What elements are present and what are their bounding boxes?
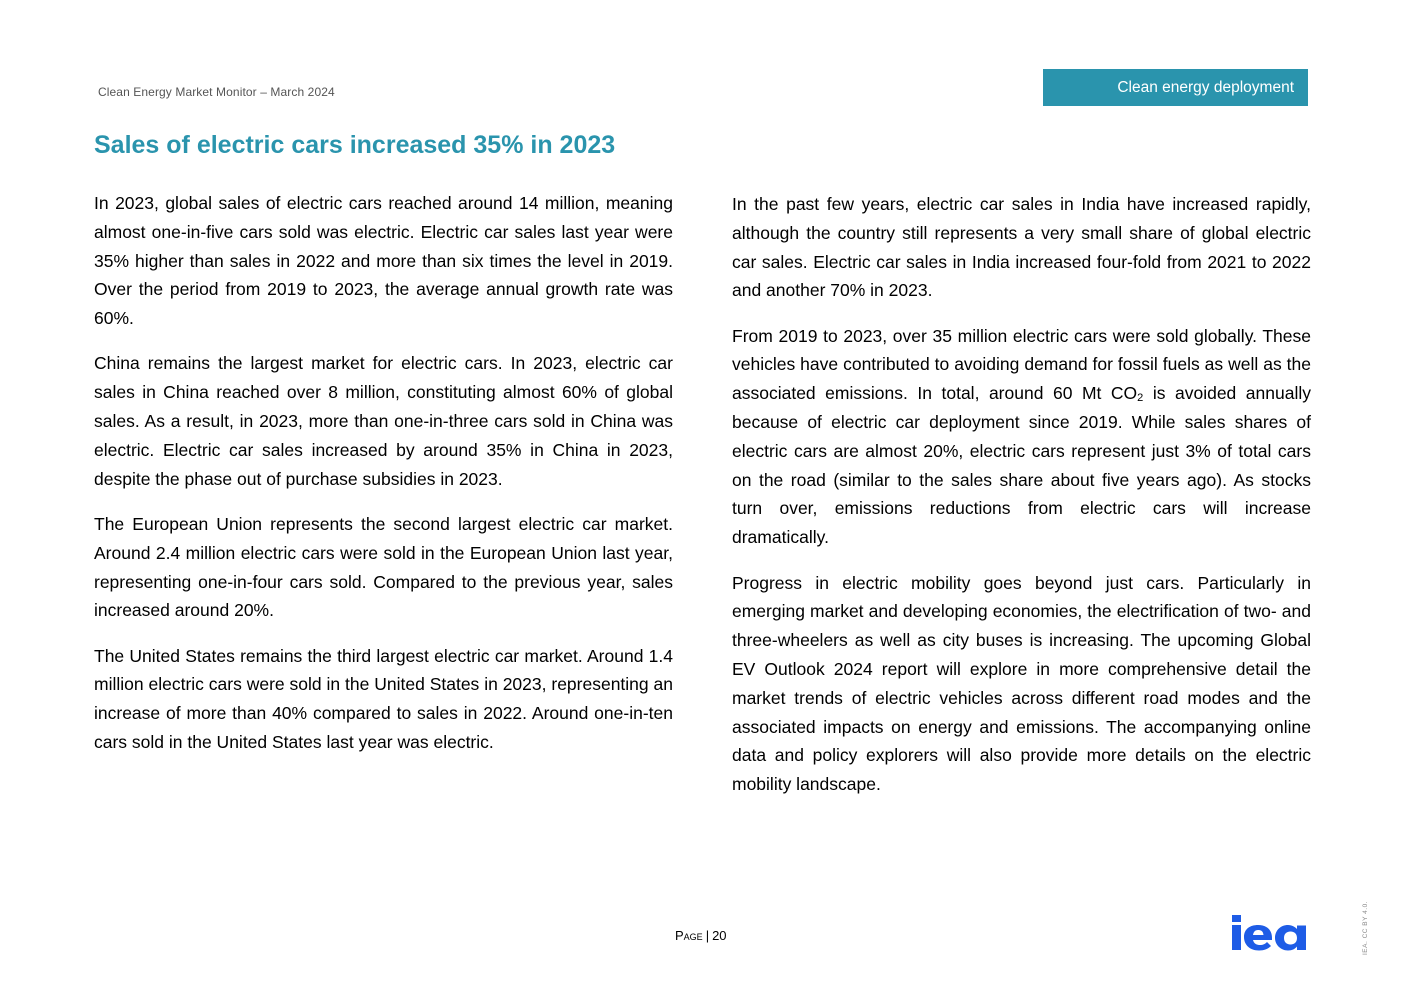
paragraph: China remains the largest market for electric cars. In 2023, electric car sales in China reached over 8 million, constituting almost 60% of global sales. As a result, in 2023, more than one-in-three cars sold in China was electric. Electric car sales increased by around 35% in China in 2023, despite the phase out of purchase subsidies in 2023. bbox=[94, 353, 673, 489]
paragraph: The European Union represents the second largest electric car market. Around 2.4 million electric cars were sold in the European Union last year, representing one-in-four cars sold. Compared to the previous year, sales increased around 20%. bbox=[94, 513, 673, 621]
section-tab-label: Clean energy deployment bbox=[1117, 78, 1294, 96]
page-label: Page bbox=[675, 928, 703, 943]
right-column bbox=[732, 190, 1311, 815]
paragraph-text: is avoided annually because of electric car deployment since 2019. While sales shares of electric cars are almost 20%, electric cars represent just 3% of total cars on the road (similar to the sales share about five years ago). As stocks turn over, emissions reductions from electric cars will increase dramatically. bbox=[732, 383, 1311, 548]
paragraph-emissions bbox=[732, 322, 1311, 552]
license-note: IEA. CC BY 4.0. bbox=[1362, 901, 1369, 955]
page-separator: | bbox=[705, 928, 710, 943]
paragraph: In 2023, global sales of electric cars reached around 14 million, meaning almost one-in-five cars sold was electric. Electric car sales last year were 35% higher than sales in 2022 and more than six times the level in 2019. Over the period from 2019 to 2023, the average annual growth rate was 60%. bbox=[94, 193, 673, 329]
page-number bbox=[675, 928, 727, 943]
left-column bbox=[94, 189, 673, 773]
paragraph-text: From 2019 to 2023, over 35 million electric cars were sold globally. These vehicles have contributed to avoiding demand for fossil fuels as well as the associated emissions. In total, around 60 Mt CO bbox=[732, 325, 1311, 404]
page-number-value: 20 bbox=[712, 928, 727, 943]
paragraph: Progress in electric mobility goes beyond just cars. Particularly in emerging market and developing economies, the electrification of two- and three-wheelers as well as city buses is increasing. The upcoming Global EV Outlook 2024 report will explore in more comprehensive detail the market trends of electric vehicles across different road modes and the associated impacts on energy and emissions. The accompanying online data and policy explorers will also provide more details on the electric mobility landscape. bbox=[732, 572, 1311, 795]
section-tab bbox=[1043, 69, 1308, 106]
paragraph: The United States remains the third largest electric car market. Around 1.4 million electric cars were sold in the United States in 2023, representing an increase of more than 40% compared to sales in 2022. Around one-in-ten cars sold in the United States last year was electric. bbox=[94, 645, 673, 753]
paragraph: In the past few years, electric car sales in India have increased rapidly, although the country still represents a very small share of global electric car sales. Electric car sales in India increased four-fold from 2021 to 2022 and another 70% in 2023. bbox=[732, 194, 1311, 301]
iea-logo bbox=[1231, 915, 1311, 951]
subscript: 2 bbox=[1137, 392, 1144, 405]
page-title: Sales of electric cars increased 35% in 2023 bbox=[94, 131, 616, 159]
running-header: Clean Energy Market Monitor – March 2024 bbox=[98, 85, 335, 99]
